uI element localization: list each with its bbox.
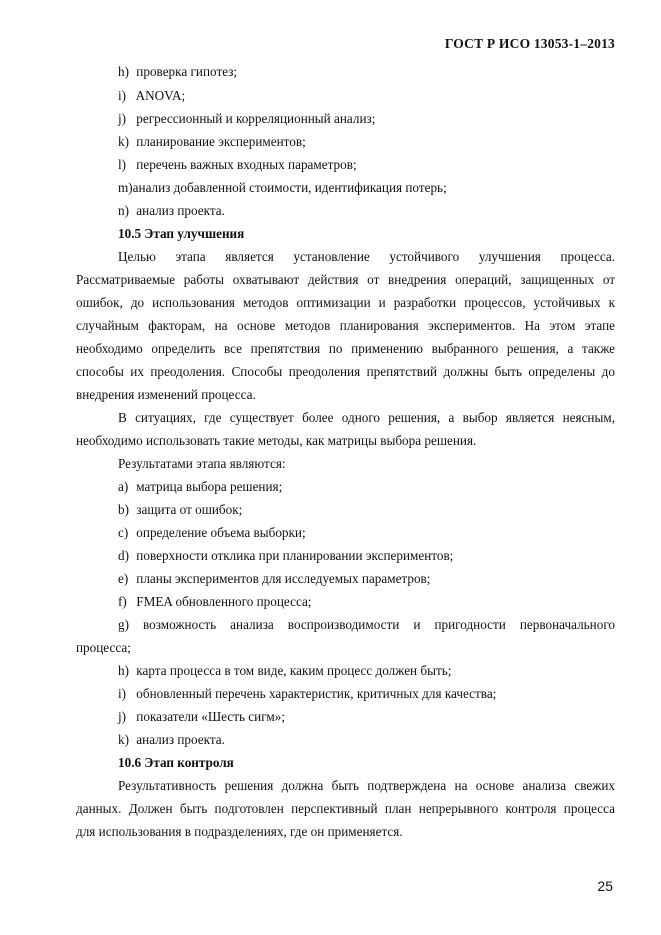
paragraph-line: способы их преодоления. Способы преодоления препятствий должны быть определены до: [76, 364, 615, 379]
list-item-continuation: процесса;: [76, 640, 131, 655]
list-item: [118, 617, 615, 633]
list-label: e): [118, 571, 129, 586]
paragraph-line: данных. Должен быть подготовлен перспективный план непрерывного контроля процесса: [76, 801, 615, 816]
paragraph-line: Результативность решения должна быть подтверждена на основе анализа свежих: [118, 778, 615, 793]
list-label: g): [118, 617, 129, 632]
list-text: обновленный перечень характеристик, критичных для качества;: [136, 686, 497, 701]
page-number: 25: [597, 878, 613, 894]
list-text: планы экспериментов для исследуемых параметров;: [136, 571, 431, 586]
list-text: перечень важных входных параметров;: [136, 157, 357, 172]
list-label: f): [118, 594, 127, 609]
list-label: i): [118, 686, 127, 701]
list-label: c): [118, 525, 129, 540]
list-text: поверхности отклика при планировании экспериментов;: [136, 548, 454, 563]
list-text: регрессионный и корреляционный анализ;: [136, 111, 376, 126]
list-item: [118, 502, 242, 518]
list-item: [118, 157, 357, 173]
list-label: b): [118, 502, 129, 517]
list-text: защита от ошибок;: [136, 502, 243, 517]
list-text: карта процесса в том виде, каким процесс должен быть;: [136, 663, 452, 678]
list-item: [118, 479, 282, 495]
list-text: матрица выбора решения;: [136, 479, 283, 494]
section-heading-10-6: 10.6 Этап контроля: [118, 755, 234, 770]
list-item: [118, 203, 225, 219]
list-item: [118, 548, 453, 564]
list-text: ANOVA;: [135, 88, 186, 103]
paragraph-line: случайным факторам, на основе методов планирования экспериментов. На этом этапе: [76, 318, 615, 333]
paragraph-line: необходимо определить все препятствия по применению выбранного решения, а также: [76, 341, 615, 356]
results-intro: Результатами этапа являются:: [118, 456, 286, 471]
list-label: n): [118, 203, 129, 218]
paragraph-line: Целью этапа является установление устойчивого улучшения процесса.: [118, 249, 615, 264]
list-item: [118, 88, 185, 104]
list-label: h): [118, 64, 129, 79]
paragraph-line: В ситуациях, где существует более одного решения, а выбор является неясным,: [118, 410, 615, 425]
list-label: i): [118, 88, 127, 103]
list-item: [118, 525, 306, 541]
list-item: [118, 663, 451, 679]
list-label: l): [118, 157, 127, 172]
list-label: k): [118, 732, 129, 747]
list-item: [118, 64, 237, 80]
list-text: проверка гипотез;: [136, 64, 238, 79]
section-heading-10-5: 10.5 Этап улучшения: [118, 226, 245, 241]
list-item: [118, 594, 312, 610]
document-header: ГОСТ Р ИСО 13053-1–2013: [444, 36, 615, 51]
list-label: j): [118, 111, 127, 126]
list-label: d): [118, 548, 129, 563]
paragraph-line: необходимо использовать такие методы, как матрицы выбора решения.: [76, 433, 477, 448]
list-item: [118, 732, 225, 748]
list-item: [118, 686, 496, 702]
list-text: FMEA обновленного процесса;: [136, 594, 312, 609]
list-label: m): [118, 180, 133, 195]
list-item: [118, 134, 306, 150]
list-label: a): [118, 479, 129, 494]
paragraph-line: для использования в подразделениях, где он применяется.: [76, 824, 403, 839]
list-label: h): [118, 663, 129, 678]
list-item: [118, 709, 285, 725]
paragraph-line: Рассматриваемые работы охватывают действия от внедрения операций, защищенных от: [76, 272, 615, 287]
list-text: анализ добавленной стоимости, идентификация потерь;: [132, 180, 447, 195]
list-text: определение объема выборки;: [136, 525, 306, 540]
paragraph-line: внедрения изменений процесса.: [76, 387, 256, 402]
list-text: анализ проекта.: [136, 203, 225, 218]
list-text: анализ проекта.: [136, 732, 225, 747]
list-label: j): [118, 709, 127, 724]
list-text: планирование экспериментов;: [136, 134, 306, 149]
list-item: [118, 180, 447, 196]
list-label: k): [118, 134, 129, 149]
list-text: показатели «Шесть сигм»;: [136, 709, 286, 724]
list-item: [118, 571, 430, 587]
list-text: возможность анализа воспроизводимости и пригодности первоначального: [143, 617, 615, 632]
paragraph-line: ошибок, до использования методов оптимизации и разработки процессов, устойчивых к: [76, 295, 615, 310]
list-item: [118, 111, 375, 127]
